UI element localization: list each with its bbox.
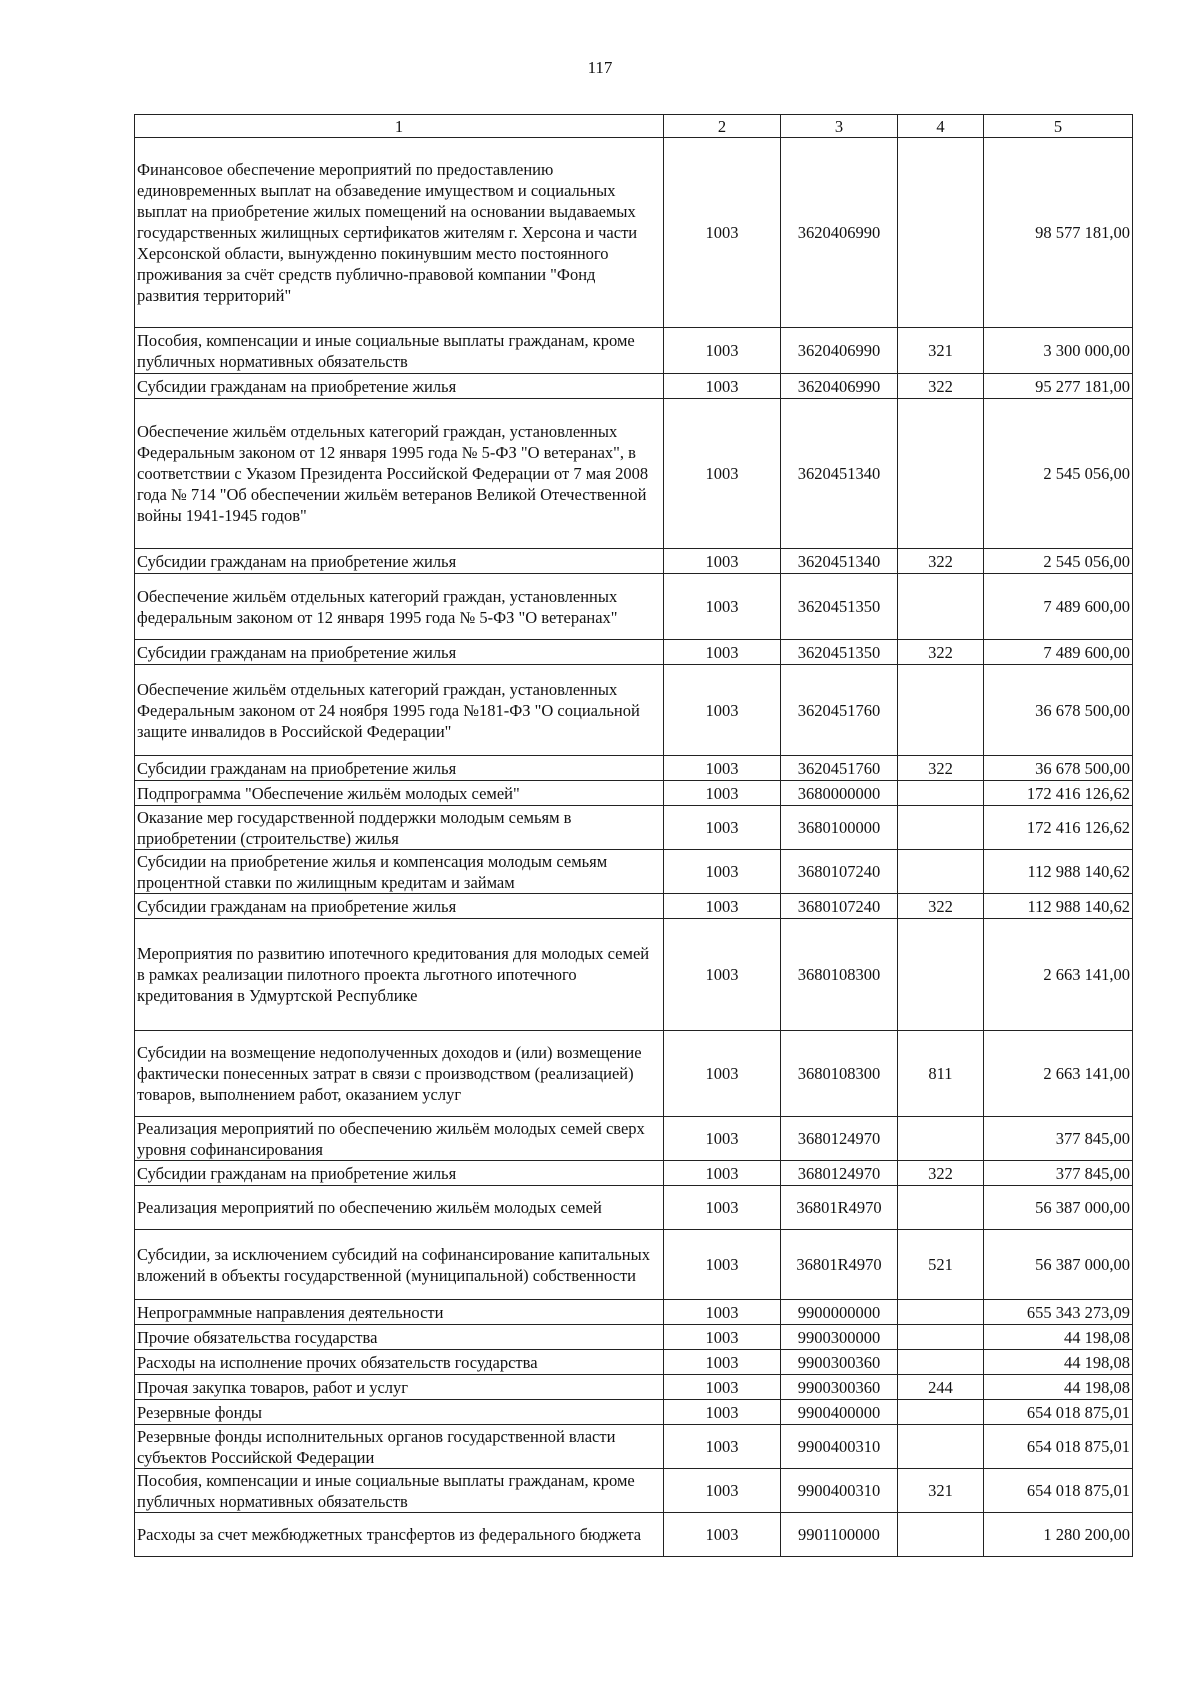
row-name: Обеспечение жильём отдельных категорий граждан, установленных Федеральным законом от 12 января 1995 года № 5-ФЗ "О ветеранах", в соответствии с Указом Президента Российской Федерации от 7 мая 2008 года № 714 "Об обеспечении жильём ветеранов Великой Отечественной войны 1941-1945 годов" xyxy=(135,399,664,549)
row-section: 1003 xyxy=(664,756,781,781)
row-section: 1003 xyxy=(664,781,781,806)
row-type: 811 xyxy=(898,1031,984,1117)
row-amount: 36 678 500,00 xyxy=(984,756,1133,781)
row-amount: 377 845,00 xyxy=(984,1161,1133,1186)
table-row xyxy=(135,1230,1133,1300)
row-name: Финансовое обеспечение мероприятий по предоставлению единовременных выплат на обзаведение имуществом и социальных выплат на приобретение жилых помещений на основании выдаваемых государственных жилищных сертификатов жителям г. Херсона и части Херсонской области, вынужденно покинувшим место постоянного проживания за счёт средств публично-правовой компании "Фонд развития территорий" xyxy=(135,138,664,328)
row-name: Расходы на исполнение прочих обязательств государства xyxy=(135,1350,664,1375)
column-header-amount: 5 xyxy=(984,115,1133,138)
row-name: Субсидии гражданам на приобретение жилья xyxy=(135,374,664,399)
row-type: 322 xyxy=(898,1161,984,1186)
row-target: 9901100000 xyxy=(781,1513,898,1557)
row-target: 3620451350 xyxy=(781,574,898,640)
row-name: Пособия, компенсации и иные социальные выплаты гражданам, кроме публичных нормативных обязательств xyxy=(135,328,664,374)
table-row xyxy=(135,919,1133,1031)
table-row xyxy=(135,1425,1133,1469)
row-target: 36801R4970 xyxy=(781,1230,898,1300)
row-section: 1003 xyxy=(664,1350,781,1375)
row-name: Резервные фонды исполнительных органов государственной власти субъектов Российской Федерации xyxy=(135,1425,664,1469)
row-target: 3620451760 xyxy=(781,665,898,756)
table-row xyxy=(135,756,1133,781)
page-number: 117 xyxy=(587,58,613,77)
row-name: Непрограммные направления деятельности xyxy=(135,1300,664,1325)
row-type xyxy=(898,1425,984,1469)
row-name: Мероприятия по развитию ипотечного кредитования для молодых семей в рамках реализации пилотного проекта льготного ипотечного кредитования в Удмуртской Республике xyxy=(135,919,664,1031)
row-amount: 2 663 141,00 xyxy=(984,1031,1133,1117)
table-row xyxy=(135,399,1133,549)
row-name: Прочая закупка товаров, работ и услуг xyxy=(135,1375,664,1400)
column-header-name: 1 xyxy=(135,115,664,138)
row-section: 1003 xyxy=(664,1117,781,1161)
row-section: 1003 xyxy=(664,919,781,1031)
row-amount: 36 678 500,00 xyxy=(984,665,1133,756)
table-row xyxy=(135,850,1133,894)
row-amount: 172 416 126,62 xyxy=(984,806,1133,850)
column-header-section: 2 xyxy=(664,115,781,138)
row-target: 9900300360 xyxy=(781,1350,898,1375)
row-target: 3620406990 xyxy=(781,328,898,374)
row-target: 3680100000 xyxy=(781,806,898,850)
row-name: Обеспечение жильём отдельных категорий граждан, установленных Федеральным законом от 24 ноября 1995 года №181-ФЗ "О социальной защите инвалидов в Российской Федерации" xyxy=(135,665,664,756)
row-section: 1003 xyxy=(664,850,781,894)
table-row xyxy=(135,549,1133,574)
row-target: 3620406990 xyxy=(781,374,898,399)
row-amount: 1 280 200,00 xyxy=(984,1513,1133,1557)
table-row xyxy=(135,1325,1133,1350)
table-row xyxy=(135,1117,1133,1161)
row-section: 1003 xyxy=(664,1375,781,1400)
row-amount: 3 300 000,00 xyxy=(984,328,1133,374)
row-type: 321 xyxy=(898,1469,984,1513)
row-section: 1003 xyxy=(664,328,781,374)
table-row xyxy=(135,1186,1133,1230)
table-row xyxy=(135,894,1133,919)
row-amount: 654 018 875,01 xyxy=(984,1469,1133,1513)
row-section: 1003 xyxy=(664,665,781,756)
row-name: Субсидии на возмещение недополученных доходов и (или) возмещение фактически понесенных затрат в связи с производством (реализацией) товаров, выполнением работ, оказанием услуг xyxy=(135,1031,664,1117)
row-name: Субсидии гражданам на приобретение жилья xyxy=(135,640,664,665)
row-target: 3620451340 xyxy=(781,399,898,549)
row-type xyxy=(898,781,984,806)
row-type: 322 xyxy=(898,549,984,574)
row-amount: 44 198,08 xyxy=(984,1375,1133,1400)
row-section: 1003 xyxy=(664,1300,781,1325)
table-row xyxy=(135,1400,1133,1425)
row-amount: 654 018 875,01 xyxy=(984,1425,1133,1469)
row-target: 3680108300 xyxy=(781,1031,898,1117)
row-section: 1003 xyxy=(664,399,781,549)
row-section: 1003 xyxy=(664,640,781,665)
row-target: 3680107240 xyxy=(781,850,898,894)
row-target: 9900000000 xyxy=(781,1300,898,1325)
table-row xyxy=(135,1375,1133,1400)
row-target: 3680107240 xyxy=(781,894,898,919)
row-section: 1003 xyxy=(664,1230,781,1300)
row-target: 36801R4970 xyxy=(781,1186,898,1230)
row-section: 1003 xyxy=(664,1161,781,1186)
row-target: 3620451340 xyxy=(781,549,898,574)
row-name: Реализация мероприятий по обеспечению жильём молодых семей xyxy=(135,1186,664,1230)
row-target: 9900400310 xyxy=(781,1469,898,1513)
row-amount: 2 545 056,00 xyxy=(984,399,1133,549)
row-type xyxy=(898,1325,984,1350)
row-section: 1003 xyxy=(664,1325,781,1350)
row-type: 322 xyxy=(898,894,984,919)
row-name: Субсидии, за исключением субсидий на софинансирование капитальных вложений в объекты государственной (муниципальной) собственности xyxy=(135,1230,664,1300)
table-row xyxy=(135,1469,1133,1513)
table-row xyxy=(135,574,1133,640)
table-row xyxy=(135,1300,1133,1325)
table-row xyxy=(135,1513,1133,1557)
budget-table xyxy=(134,114,1133,1557)
table-row xyxy=(135,1350,1133,1375)
row-type xyxy=(898,806,984,850)
row-amount: 377 845,00 xyxy=(984,1117,1133,1161)
row-type xyxy=(898,1117,984,1161)
row-type: 322 xyxy=(898,640,984,665)
row-name: Расходы за счет межбюджетных трансфертов из федерального бюджета xyxy=(135,1513,664,1557)
table-row xyxy=(135,665,1133,756)
row-target: 3680124970 xyxy=(781,1117,898,1161)
row-section: 1003 xyxy=(664,1425,781,1469)
row-name: Субсидии гражданам на приобретение жилья xyxy=(135,894,664,919)
row-type xyxy=(898,850,984,894)
row-amount: 655 343 273,09 xyxy=(984,1300,1133,1325)
row-target: 3620406990 xyxy=(781,138,898,328)
row-amount: 44 198,08 xyxy=(984,1325,1133,1350)
row-type xyxy=(898,1186,984,1230)
row-amount: 172 416 126,62 xyxy=(984,781,1133,806)
table-row xyxy=(135,781,1133,806)
row-section: 1003 xyxy=(664,374,781,399)
row-name: Прочие обязательства государства xyxy=(135,1325,664,1350)
row-name: Пособия, компенсации и иные социальные выплаты гражданам, кроме публичных нормативных обязательств xyxy=(135,1469,664,1513)
row-type: 321 xyxy=(898,328,984,374)
row-section: 1003 xyxy=(664,1031,781,1117)
row-type: 322 xyxy=(898,374,984,399)
row-target: 3680124970 xyxy=(781,1161,898,1186)
row-amount: 2 663 141,00 xyxy=(984,919,1133,1031)
row-target: 3620451350 xyxy=(781,640,898,665)
row-type xyxy=(898,138,984,328)
row-name: Субсидии гражданам на приобретение жилья xyxy=(135,1161,664,1186)
row-section: 1003 xyxy=(664,1186,781,1230)
row-amount: 44 198,08 xyxy=(984,1350,1133,1375)
row-name: Субсидии гражданам на приобретение жилья xyxy=(135,756,664,781)
row-type xyxy=(898,1350,984,1375)
row-type xyxy=(898,1300,984,1325)
row-name: Подпрограмма "Обеспечение жильём молодых семей" xyxy=(135,781,664,806)
row-amount: 7 489 600,00 xyxy=(984,574,1133,640)
row-target: 9900400310 xyxy=(781,1425,898,1469)
row-section: 1003 xyxy=(664,1513,781,1557)
row-amount: 56 387 000,00 xyxy=(984,1186,1133,1230)
row-type: 244 xyxy=(898,1375,984,1400)
row-target: 3680108300 xyxy=(781,919,898,1031)
table-row xyxy=(135,1031,1133,1117)
row-name: Субсидии гражданам на приобретение жилья xyxy=(135,549,664,574)
row-section: 1003 xyxy=(664,138,781,328)
row-amount: 2 545 056,00 xyxy=(984,549,1133,574)
row-section: 1003 xyxy=(664,1469,781,1513)
row-section: 1003 xyxy=(664,549,781,574)
row-type xyxy=(898,399,984,549)
row-name: Субсидии на приобретение жилья и компенсация молодым семьям процентной ставки по жилищным кредитам и займам xyxy=(135,850,664,894)
table-row xyxy=(135,1161,1133,1186)
row-name: Реализация мероприятий по обеспечению жильём молодых семей сверх уровня софинансирования xyxy=(135,1117,664,1161)
row-section: 1003 xyxy=(664,1400,781,1425)
row-type xyxy=(898,665,984,756)
row-target: 3620451760 xyxy=(781,756,898,781)
row-target: 3680000000 xyxy=(781,781,898,806)
column-header-type: 4 xyxy=(898,115,984,138)
row-type xyxy=(898,1400,984,1425)
row-section: 1003 xyxy=(664,574,781,640)
table-row xyxy=(135,640,1133,665)
row-amount: 654 018 875,01 xyxy=(984,1400,1133,1425)
row-section: 1003 xyxy=(664,894,781,919)
row-name: Резервные фонды xyxy=(135,1400,664,1425)
table-row xyxy=(135,138,1133,328)
table-row xyxy=(135,806,1133,850)
row-type: 322 xyxy=(898,756,984,781)
row-target: 9900300000 xyxy=(781,1325,898,1350)
row-amount: 95 277 181,00 xyxy=(984,374,1133,399)
row-type xyxy=(898,1513,984,1557)
row-section: 1003 xyxy=(664,806,781,850)
row-name: Обеспечение жильём отдельных категорий граждан, установленных федеральным законом от 12 января 1995 года № 5-ФЗ "О ветеранах" xyxy=(135,574,664,640)
row-type xyxy=(898,574,984,640)
row-amount: 7 489 600,00 xyxy=(984,640,1133,665)
row-target: 9900400000 xyxy=(781,1400,898,1425)
row-amount: 112 988 140,62 xyxy=(984,850,1133,894)
row-amount: 112 988 140,62 xyxy=(984,894,1133,919)
row-name: Оказание мер государственной поддержки молодым семьям в приобретении (строительстве) жилья xyxy=(135,806,664,850)
row-type xyxy=(898,919,984,1031)
header-row xyxy=(135,115,1133,138)
row-amount: 56 387 000,00 xyxy=(984,1230,1133,1300)
column-header-target: 3 xyxy=(781,115,898,138)
row-target: 9900300360 xyxy=(781,1375,898,1400)
row-type: 521 xyxy=(898,1230,984,1300)
table-row xyxy=(135,328,1133,374)
table-row xyxy=(135,374,1133,399)
row-amount: 98 577 181,00 xyxy=(984,138,1133,328)
